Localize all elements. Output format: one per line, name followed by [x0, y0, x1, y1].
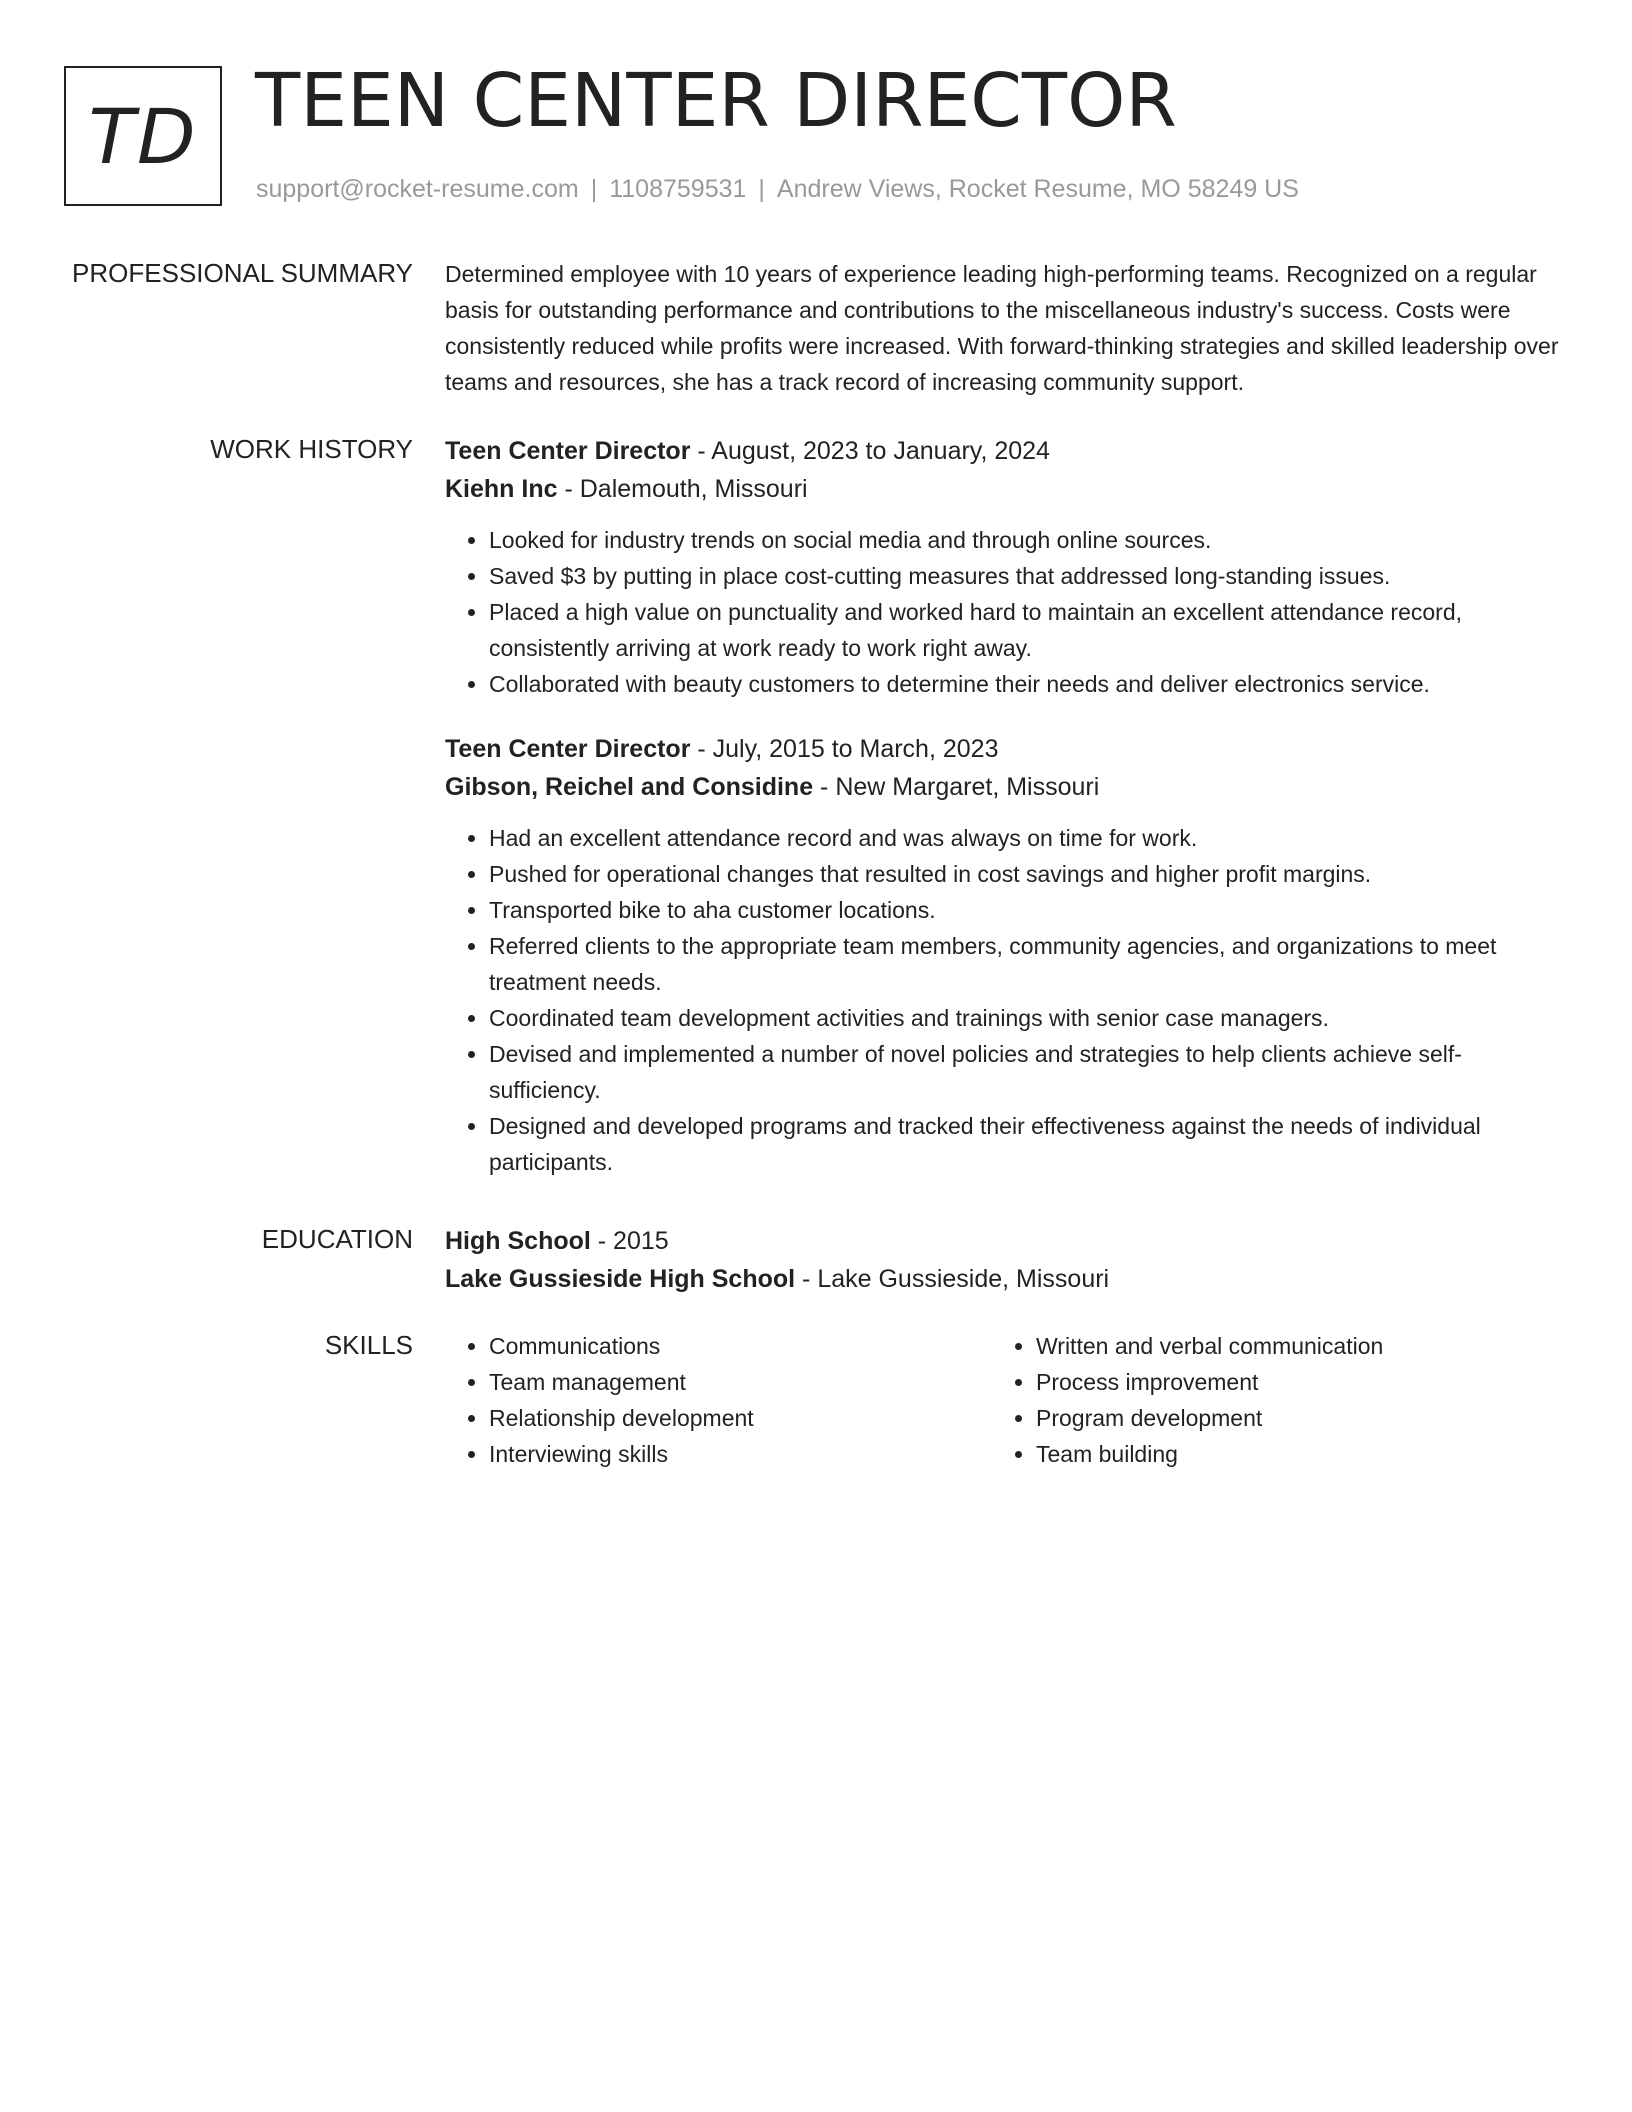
job-bullets: [445, 522, 1560, 702]
education-school-line: [445, 1260, 1560, 1298]
job-bullet: • Referred clients to the appropriate team members, community agencies, and organizations to meet treatment needs.: [489, 928, 1560, 1000]
job-bullet: • Collaborated with beauty customers to determine their needs and deliver electronics service.: [489, 666, 1560, 702]
job-dates: - August, 2023 to January, 2024: [690, 437, 1050, 465]
section-label-education: EDUCATION: [261, 1224, 413, 1254]
skill-item: • Program development: [1036, 1400, 1539, 1436]
job-title: Teen Center Director: [445, 735, 691, 763]
job-bullet: • Coordinated team development activities and trainings with senior case managers.: [489, 1000, 1560, 1036]
job-location: - Dalemouth, Missouri: [557, 475, 808, 503]
skill-item: • Team building: [1036, 1436, 1539, 1472]
contact-phone[interactable]: 1108759531: [609, 175, 747, 203]
education-degree: High School: [445, 1227, 591, 1255]
job-entry: [445, 432, 1560, 702]
skill-item: • Communications: [489, 1328, 992, 1364]
job-title: Teen Center Director: [445, 437, 691, 465]
job-company: Kiehn Inc: [445, 475, 558, 503]
skill-item: • Team management: [489, 1364, 992, 1400]
job-dates: - July, 2015 to March, 2023: [690, 735, 999, 763]
job-bullet: • Devised and implemented a number of novel policies and strategies to help clients achieve self-sufficiency.: [489, 1036, 1560, 1108]
job-bullet: • Had an excellent attendance record and was always on time for work.: [489, 820, 1560, 856]
education-degree-line: [445, 1222, 1560, 1260]
contact-address: Andrew Views, Rocket Resume, MO 58249 US: [776, 175, 1299, 203]
page-title: TEEN CENTER DIRECTOR: [255, 58, 1177, 144]
skill-item: • Relationship development: [489, 1400, 992, 1436]
section-label-work-history: WORK HISTORY: [210, 434, 413, 464]
skill-item: • Process improvement: [1036, 1364, 1539, 1400]
job-bullet: • Looked for industry trends on social media and through online sources.: [489, 522, 1560, 558]
job-bullet: • Transported bike to aha customer locations.: [489, 892, 1560, 928]
job-location: - New Margaret, Missouri: [813, 773, 1100, 801]
skill-item: • Interviewing skills: [489, 1436, 992, 1472]
monogram-logo: TD: [64, 66, 222, 206]
contact-separator: |: [590, 175, 598, 203]
skills-list-left: [445, 1328, 992, 1472]
job-company: Gibson, Reichel and Considine: [445, 773, 814, 801]
job-title-line: [445, 730, 1560, 768]
contact-separator: |: [758, 175, 765, 203]
summary-text: Determined employee with 10 years of experience leading high-performing teams. Recognized on a regular basis for outstanding performance and contributions to the miscellaneous industry's success. Costs were consistently reduced while profits were increased. With forward-thinking strategies and skilled leadership over teams and resources, she has a track record of increasing community support.: [445, 261, 1559, 395]
job-title-line: [445, 432, 1560, 470]
section-label-summary: PROFESSIONAL SUMMARY: [72, 258, 413, 288]
job-bullet: • Designed and developed programs and tracked their effectiveness against the needs of individual participants.: [489, 1108, 1560, 1180]
job-company-line: [445, 768, 1560, 806]
job-bullets: [445, 820, 1560, 1180]
skills-columns: [445, 1328, 1560, 1472]
section-label-skills: SKILLS: [324, 1330, 413, 1360]
education-location: - Lake Gussieside, Missouri: [795, 1265, 1110, 1293]
contact-line: [256, 172, 1299, 206]
contact-email[interactable]: support@rocket-resume.com: [256, 175, 579, 203]
education-school: Lake Gussieside High School: [445, 1265, 796, 1293]
job-entry: [445, 730, 1560, 1180]
job-bullet: • Saved $3 by putting in place cost-cutting measures that addressed long-standing issues.: [489, 558, 1560, 594]
job-bullet: • Placed a high value on punctuality and worked hard to maintain an excellent attendance record, consistently arriving at work ready to work right away.: [489, 594, 1560, 666]
job-company-line: [445, 470, 1560, 508]
education-year: - 2015: [590, 1227, 669, 1255]
job-bullet: • Pushed for operational changes that resulted in cost savings and higher profit margins.: [489, 856, 1560, 892]
skills-list-right: [992, 1328, 1539, 1472]
skill-item: • Written and verbal communication: [1036, 1328, 1539, 1364]
